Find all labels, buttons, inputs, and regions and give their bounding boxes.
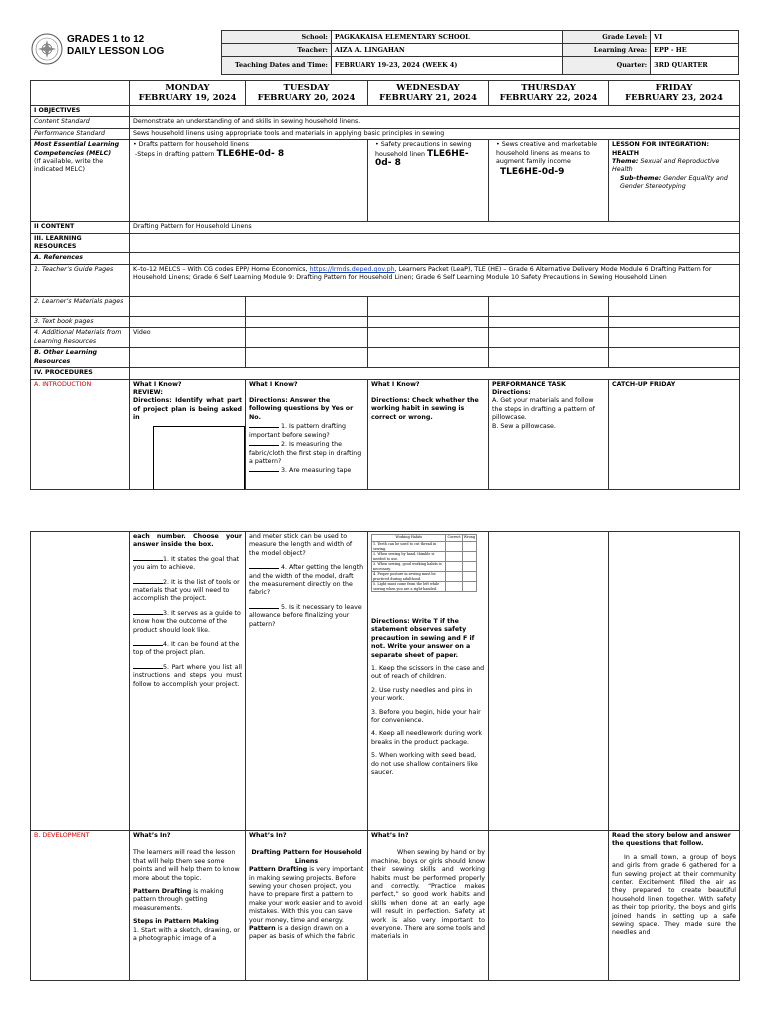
resources-label: III. LEARNING RESOURCES xyxy=(31,233,130,253)
day-wednesday: WEDNESDAY FEBRUARY 21, 2024 xyxy=(368,81,489,106)
header-info-table xyxy=(221,30,739,75)
grade-value: VI xyxy=(651,31,739,44)
content-standard-label: Content Standard xyxy=(31,117,130,128)
school-label: School: xyxy=(222,31,332,44)
introduction-label: A. INTRODUCTION xyxy=(31,379,130,489)
log-title-grades: GRADES 1 to 12 xyxy=(67,34,145,45)
development-friday: Read the story below and answer the questions that follow. In a small town, a group of boys and girls from grade 6 gathered for a fun sewing project at their community center. Excitement filled the air as they prepared to create beautiful household linen together. With safety as their top priority, the boys and girls joined hands in setting up a safe sewing space. They made sure the needles and xyxy=(609,831,740,981)
am-label: 4. Additional Materials from Learning Resources xyxy=(31,328,130,348)
intro-wednesday: What I Know? Directions: Check whether the working habit in sewing is correct or wrong. xyxy=(368,379,489,489)
area-value: EPP - HE xyxy=(651,44,739,57)
procedures-label: IV. PROCEDURES xyxy=(31,368,130,379)
melc-thursday: • Sews creative and marketable household linens as means to augment family income TLE6HE-0d-9 xyxy=(489,140,609,222)
melc-friday: LESSON FOR INTEGRATION: HEALTH Theme: Sexual and Reproductive Health Sub-theme: Gender Equality and Gender Stereotyping xyxy=(609,140,740,222)
development-monday: What’s In? The learners will read the lesson that will help them see some points and will help them to know more about the topic. Pattern Drafting is making pattern through getting measurements. Steps in Pattern Making 1. Start with a sketch, drawing, or a photographic image of a xyxy=(130,831,246,981)
dates-value: FEBRUARY 19-23, 2024 (WEEK 4) xyxy=(331,57,562,75)
lrmds-link[interactable]: https://lrmds.deped.gov.ph xyxy=(309,265,395,273)
lm-label: 2. Learner’s Materials pages xyxy=(31,296,130,316)
content-standard: Demonstrate an understanding of and skills in sewing household linens. xyxy=(130,117,740,128)
melc-label: Most Essential Learning Competencies (MELC) (If available, write the indicated MELC) xyxy=(31,140,130,222)
tb-label: 3. Text book pages xyxy=(31,316,130,327)
lesson-log-table-continued xyxy=(30,531,740,981)
content-value: Drafting Pattern for Household Linens xyxy=(130,222,740,233)
melc-monday: • Drafts pattern for household linens -Steps in drafting pattern TLE6HE-0d- 8 xyxy=(130,140,368,222)
area-label: Learning Area: xyxy=(563,44,651,57)
day-tuesday: TUESDAY FEBRUARY 20, 2024 xyxy=(246,81,368,106)
deped-seal-logo xyxy=(31,33,63,65)
intro-monday: What I Know? REVIEW: Directions: Identify what part of project plan is being asked in xyxy=(130,379,246,489)
intro-friday: CATCH-UP FRIDAY xyxy=(609,379,740,489)
am-value: Video xyxy=(130,328,246,348)
dates-label: Teaching Dates and Time: xyxy=(222,57,332,75)
day-thursday: THURSDAY FEBRUARY 22, 2024 xyxy=(489,81,609,106)
grade-label: Grade Level: xyxy=(563,31,651,44)
day-friday: FRIDAY FEBRUARY 23, 2024 xyxy=(609,81,740,106)
olr-label: B. Other Learning Resources xyxy=(31,348,130,368)
quarter-label: Quarter: xyxy=(563,57,651,75)
performance-standard: Sews household linens using appropriate tools and materials in applying basic principles in sewing xyxy=(130,128,740,139)
teacher-label: Teacher: xyxy=(222,44,332,57)
day-monday: MONDAY FEBRUARY 19, 2024 xyxy=(130,81,246,106)
intro-monday-cont: each number. Choose your answer inside the box. 1. It states the goal that you aim to achieve. 2. It is the list of tools or materials that you will need to accomplish the project. 3. It serves as a guide to know how the outcome of the product should look like. 4. It can be found at the top of the project plan. 5. Part where you list all instructions and steps you must follow to accomplish your project. xyxy=(130,532,246,831)
teacher-value: AIZA A. LINGAHAN xyxy=(331,44,562,57)
lesson-log-table xyxy=(30,80,740,490)
working-habits-table: Working Habits Correct Wrong 1. Teeth can be used to cut thread in sewing. 2. When sewing by hand, thimble is needed to use. 3. When sewing, good working habits is necessary. 4. Proper posture in sewing must be practiced during adulthood. 5. Light must come from the left while sewing when you are a right-handed. xyxy=(373,535,475,591)
answer-box xyxy=(153,426,245,489)
references-label: A. References xyxy=(31,253,130,264)
log-title-dll: DAILY LESSON LOG xyxy=(67,46,165,57)
quarter-value: 3RD QUARTER xyxy=(651,57,739,75)
intro-thursday: PERFORMANCE TASK Directions: A. Get your materials and follow the steps in drafting a pattern of pillowcase. B. Sew a pillowcase. xyxy=(489,379,609,489)
development-wednesday: What’s In? When sewing by hand or by machine, boys or girls should know their sewing skills and working habits must be performed properly and correctly. “Practice makes perfect,” so good work habits and skills when done at an early age will result in perfection. Safety at work is also very important to everyone. There are some tools and materials in xyxy=(368,831,489,981)
intro-tuesday-cont: and meter stick can be used to measure the length and width of the model object? 4. After getting the length and the width of the model, draft the measurement directly on the fabric? 5. Is it necessary to leave allowance before finalizing your pattern? xyxy=(246,532,368,831)
content-label: II CONTENT xyxy=(31,222,130,233)
development-tuesday: What’s In? Drafting Pattern for Household Linens Pattern Drafting is very important in making sewing projects. Before sewing your chosen project, you have to prepare first a pattern to make your work easier and to avoid mistakes. With this you can save your money, time and energy. Pattern is a design drawn on a paper as basis of which the fabric xyxy=(246,831,368,981)
tg-label: 1. Teacher’s Guide Pages xyxy=(31,264,130,296)
melc-wednesday: • Safety precautions in sewing household linen TLE6HE-0d- 8 xyxy=(368,140,489,222)
objectives-label: I OBJECTIVES xyxy=(31,106,130,117)
school-value: PAGKAKAISA ELEMENTARY SCHOOL xyxy=(331,31,562,44)
tg-value: K–to-12 MELCS – With CG codes EPP/ Home Economics, https://lrmds.deped.gov.ph, Learners Packet (LeaP), TLE (HE) – Grade 6 Alternative Delivery Mode Module 6 Drafting Pattern for Household Linens; Grade 6 Self Learning Module 9: Drafting Pattern for Household Linen; Grade 6 Self Learning Module 10 Safety Precautions in Sewing Household Linen xyxy=(130,264,740,296)
development-label: B. DEVELOPMENT xyxy=(31,831,130,981)
performance-standard-label: Performance Standard xyxy=(31,128,130,139)
intro-tuesday: What I Know? Directions: Answer the following questions by Yes or No. 1. Is pattern drafting important before sewing? 2. Is measuring the fabric/cloth the first step in drafting a pattern? 3. Are measuring tape xyxy=(246,379,368,489)
intro-wednesday-cont: Working Habits Correct Wrong 1. Teeth can be used to cut thread in sewing. 2. When sewing by hand, thimble is needed to use. 3. When sewing, good working habits is necessary. 4. Proper posture in sewing must be practiced during adulthood. 5. Light must come from the left while sewing when you are a right-handed. Directions: Write T if the statement observes safety precaution in sewing and F if not. Write your answer on a separate sheet of paper. 1. Keep the scissors in the case and out of reach of children. 2. Use rusty needles and pins in your work. 3. Before you begin, hide your hair for convenience. 4. Keep all needlework during work breaks in the product package. 5. When working with seed bead, do not use shallow containers like saucer. xyxy=(368,532,489,831)
